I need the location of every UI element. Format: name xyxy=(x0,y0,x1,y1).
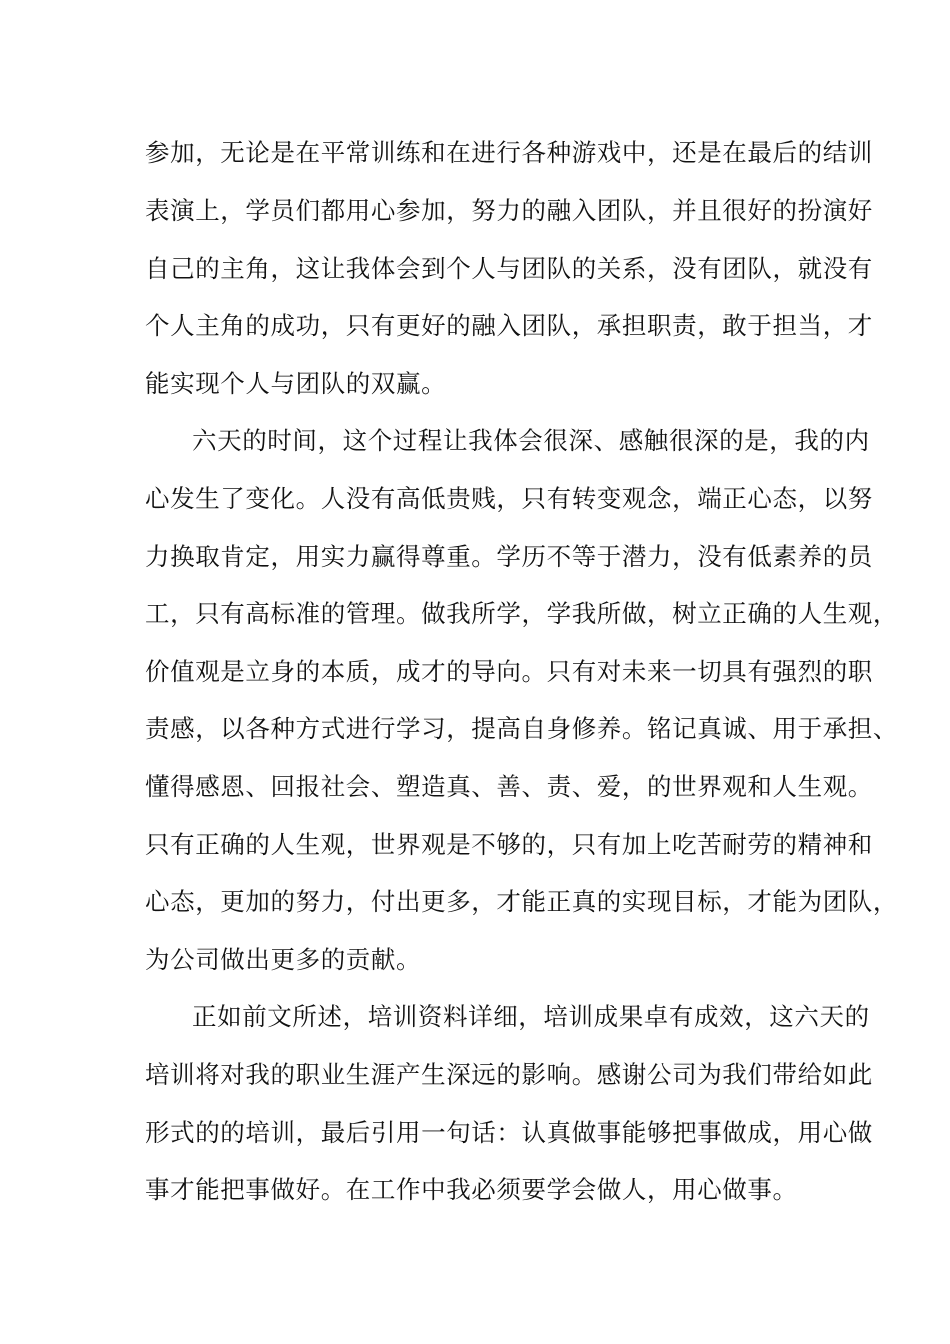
text-line: 培训将对我的职业生涯产生深远的影响。感谢公司为我们带给如此 xyxy=(145,1060,873,1089)
text-line: 自己的主角，这让我体会到个人与团队的关系，没有团队，就没有 xyxy=(145,254,873,283)
text-line: 六天的时间，这个过程让我体会很深、感触很深的是，我的内 xyxy=(192,426,870,455)
text-line: 力换取肯定，用实力赢得尊重。学历不等于潜力，没有低素养的员 xyxy=(145,542,873,571)
text-line: 工，只有高标准的管理。做我所学，学我所做，树立正确的人生观， xyxy=(145,599,898,628)
text-line: 参加，无论是在平常训练和在进行各种游戏中，还是在最后的结训 xyxy=(145,138,873,167)
text-line: 表演上，学员们都用心参加，努力的融入团队，并且很好的扮演好 xyxy=(145,196,873,225)
text-line: 心态，更加的努力，付出更多，才能正真的实现目标，才能为团队， xyxy=(145,887,898,916)
text-line: 正如前文所述，培训资料详细，培训成果卓有成效，这六天的 xyxy=(192,1002,870,1031)
text-line: 懂得感恩、回报社会、塑造真、善、责、爱，的世界观和人生观。 xyxy=(145,772,873,801)
text-line: 责感，以各种方式进行学习，提高自身修养。铭记真诚、用于承担、 xyxy=(145,714,898,743)
text-line: 心发生了变化。人没有高低贵贱，只有转变观念，端正心态，以努 xyxy=(145,484,873,513)
text-line: 价值观是立身的本质，成才的导向。只有对未来一切具有强烈的职 xyxy=(145,657,873,686)
text-line: 形式的的培训，最后引用一句话：认真做事能够把事做成，用心做 xyxy=(145,1118,873,1147)
text-line: 为公司做出更多的贡献。 xyxy=(145,945,422,974)
text-line: 能实现个人与团队的双赢。 xyxy=(145,369,447,398)
text-line: 个人主角的成功，只有更好的融入团队，承担职责，敢于担当，才 xyxy=(145,311,873,340)
text-line: 事才能把事做好。在工作中我必须要学会做人，用心做事。 xyxy=(145,1175,798,1204)
text-line: 只有正确的人生观，世界观是不够的，只有加上吃苦耐劳的精神和 xyxy=(145,830,873,859)
